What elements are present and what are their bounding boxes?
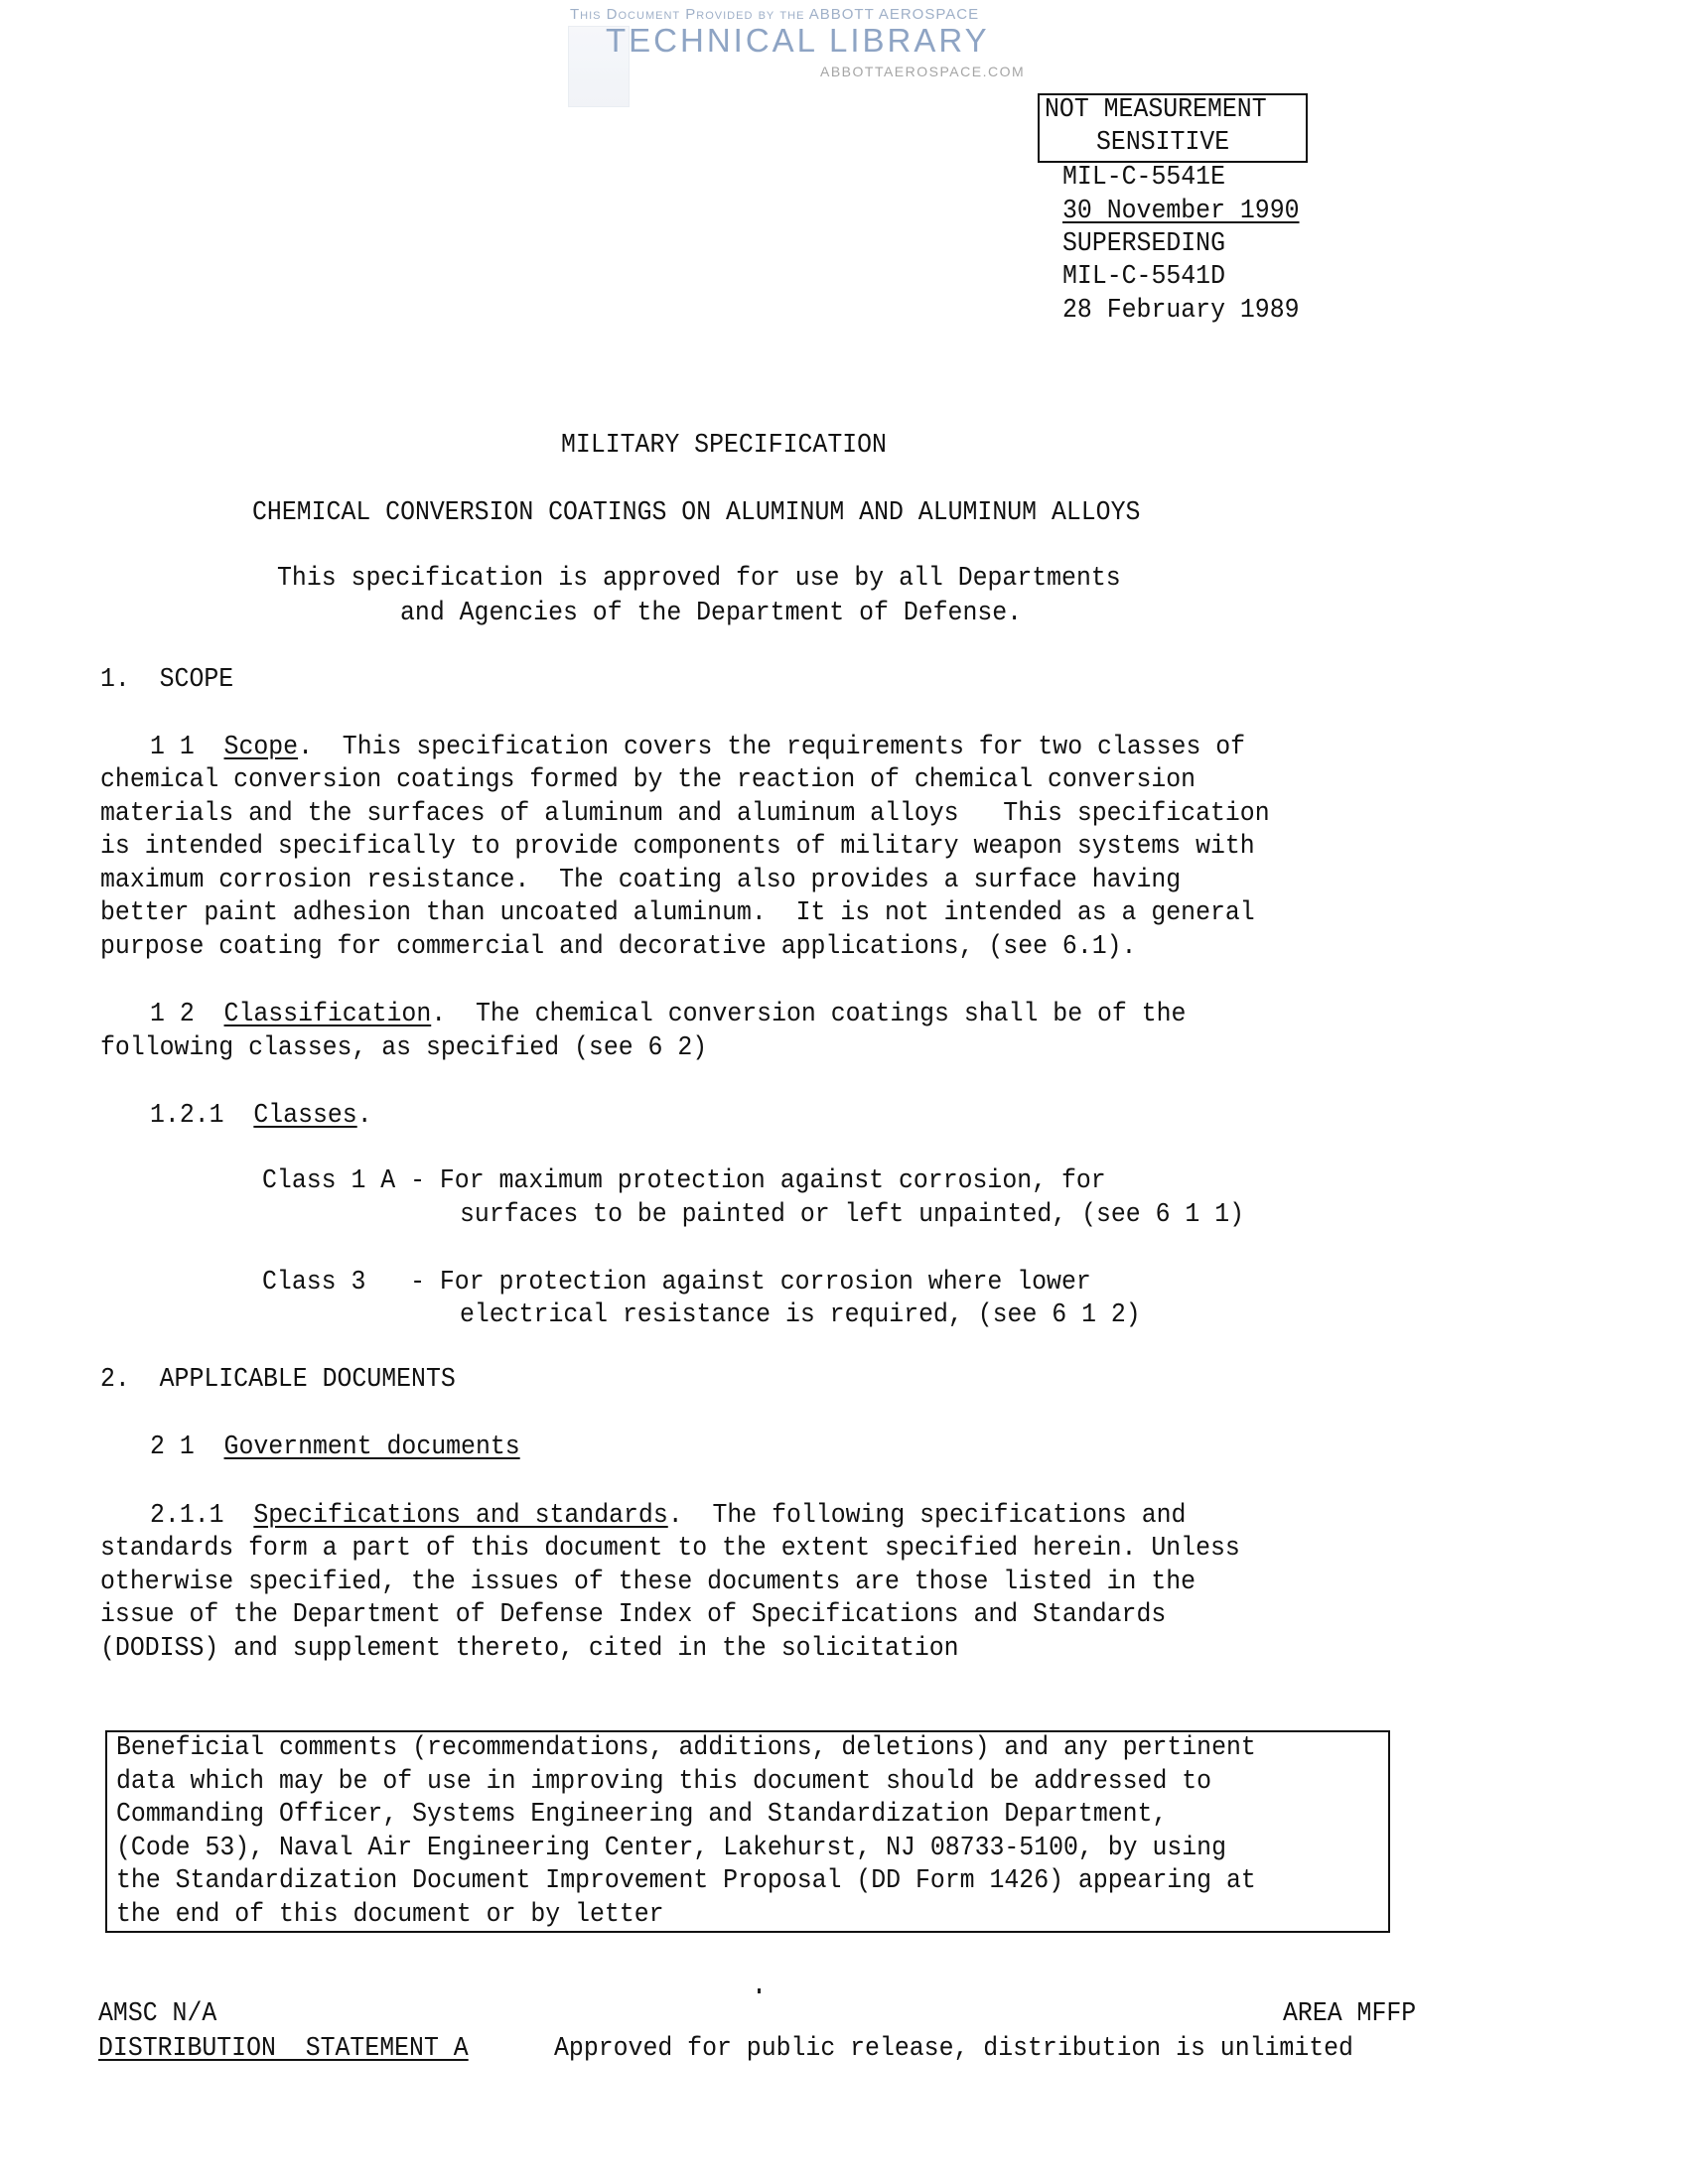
prev-doc-id: MIL-C-5541D [1062, 262, 1225, 292]
comment-line: data which may be of use in improving this document should be addressed to [116, 1767, 1212, 1797]
text-line: standards form a part of this document to the extent specified herein. Unless [100, 1534, 1240, 1564]
para-term: Government documents [223, 1433, 520, 1462]
spec-type: MILITARY SPECIFICATION [561, 431, 887, 461]
prev-doc-date: 28 February 1989 [1062, 296, 1300, 326]
superseding-label: SUPERSEDING [1062, 229, 1225, 259]
text-line: better paint adhesion than uncoated aluminum. It is not intended as a general [100, 898, 1255, 928]
para-number: 1 1 [150, 733, 224, 762]
text-line: following classes, as specified (see 6 2) [100, 1033, 708, 1063]
stray-mark [758, 1988, 761, 1993]
distribution-text: Approved for public release, distribution is unlimited [554, 2034, 1353, 2064]
watermark-site: ABBOTTAEROSPACE.COM [820, 64, 1026, 79]
nms-line2: SENSITIVE [1096, 128, 1230, 158]
approval-line: and Agencies of the Department of Defense. [400, 599, 1023, 628]
para-number: 1 2 [150, 1000, 224, 1029]
para-2-1 [150, 1432, 520, 1464]
text-line: (DODISS) and supplement thereto, cited in the solicitation [100, 1634, 959, 1664]
comment-line: Commanding Officer, Systems Engineering and Standardization Department, [116, 1800, 1168, 1830]
comment-line: the end of this document or by letter [116, 1900, 664, 1930]
para-2-1-1-first-line [150, 1500, 1186, 1533]
doc-id: MIL-C-5541E [1062, 163, 1225, 193]
watermark [566, 6, 1082, 95]
class-1a-line [262, 1165, 1106, 1198]
approval-line: This specification is approved for use by all Departments [277, 564, 1121, 594]
para-number: 1.2.1 [150, 1101, 254, 1131]
para-term: Scope [223, 733, 299, 762]
para-1-2-first-line [150, 999, 1186, 1031]
comment-line: the Standardization Document Improvement Proposal (DD Form 1426) appearing at [116, 1866, 1256, 1896]
para-term: Specifications and standards [253, 1501, 668, 1531]
comment-line: Beneficial comments (recommendations, additions, deletions) and any pertinent [116, 1733, 1256, 1763]
para-number: 2 1 [150, 1433, 224, 1462]
spec-title: CHEMICAL CONVERSION COATINGS ON ALUMINUM AND ALUMINUM ALLOYS [252, 498, 1141, 528]
section-heading-scope: 1. SCOPE [100, 665, 234, 695]
nms-line1: NOT MEASUREMENT [1045, 95, 1267, 125]
class-text: For protection against corrosion where lower [439, 1268, 1091, 1297]
class-label: Class 3 - [262, 1268, 440, 1297]
para-term: Classes [253, 1101, 357, 1131]
class-label: Class 1 A - [262, 1166, 440, 1196]
text-line: materials and the surfaces of aluminum and aluminum alloys This specification [100, 799, 1270, 829]
text-line: surfaces to be painted or left unpainted, (see 6 1 1) [460, 1200, 1245, 1230]
area: AREA MFFP [1283, 1999, 1417, 2029]
watermark-title: TECHNICAL LIBRARY [606, 22, 990, 59]
para-1-1-first-line [150, 732, 1245, 764]
para-text: . The chemical conversion coatings shall be of the [431, 1000, 1187, 1029]
distribution-label: DISTRIBUTION STATEMENT A [98, 2034, 469, 2064]
para-1-2-1 [150, 1100, 372, 1133]
text-line: purpose coating for commercial and decorative applications, (see 6.1). [100, 932, 1137, 962]
doc-date: 30 November 1990 [1062, 197, 1300, 226]
para-text: . This specification covers the requirements for two classes of [298, 733, 1246, 762]
watermark-provided-by: This Document Provided by the ABBOTT AEROSPACE [570, 6, 980, 23]
text-line: is intended specifically to provide components of military weapon systems with [100, 832, 1255, 862]
section-heading-applicable-documents: 2. APPLICABLE DOCUMENTS [100, 1365, 456, 1395]
text-line: maximum corrosion resistance. The coating also provides a surface having [100, 866, 1182, 895]
para-term: Classification [223, 1000, 432, 1029]
text-line: otherwise specified, the issues of these documents are those listed in the [100, 1568, 1196, 1597]
text-line: chemical conversion coatings formed by the reaction of chemical conversion [100, 765, 1196, 795]
text-line: issue of the Department of Defense Index of Specifications and Standards [100, 1600, 1167, 1630]
class-text: For maximum protection against corrosion, for [439, 1166, 1106, 1196]
class-3-line [262, 1267, 1091, 1299]
amsc: AMSC N/A [98, 1999, 217, 2029]
text-line: electrical resistance is required, (see 6 1 2) [460, 1300, 1141, 1330]
comment-line: (Code 53), Naval Air Engineering Center, Lakehurst, NJ 08733-5100, by using [116, 1834, 1226, 1863]
para-number: 2.1.1 [150, 1501, 254, 1531]
para-text: . [356, 1101, 372, 1131]
para-text: . The following specifications and [667, 1501, 1187, 1531]
